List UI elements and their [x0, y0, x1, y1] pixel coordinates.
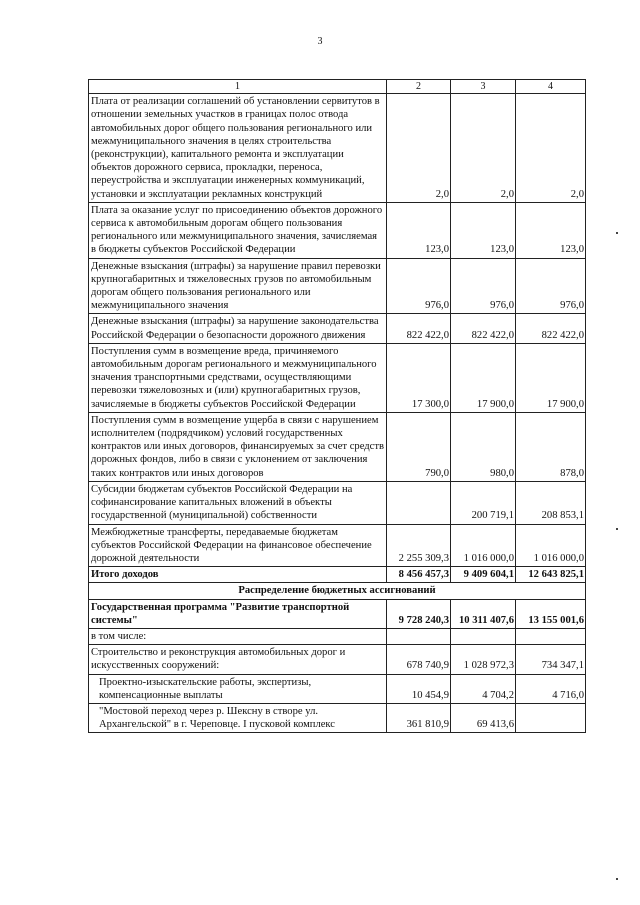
table-row	[89, 481, 586, 524]
value-2024	[387, 481, 451, 524]
program-row	[89, 599, 586, 628]
header-row	[89, 80, 586, 94]
construction-2026: 734 347,1	[516, 645, 586, 674]
design-2026: 4 716,0	[516, 674, 586, 703]
scan-mark	[616, 878, 618, 880]
value-2025: 200 719,1	[451, 481, 516, 524]
value-2025: 822 422,0	[451, 314, 516, 343]
value-2025: 976,0	[451, 258, 516, 314]
design-2024: 10 454,9	[387, 674, 451, 703]
bridge-label: "Мостовой переход через р. Шексну в створе ул. Архангельской" в г. Череповце. I пусковой комплекс	[89, 703, 387, 732]
value-2026: 17 900,0	[516, 343, 586, 412]
header-col-3: 3	[451, 80, 516, 94]
empty-cell	[516, 628, 586, 644]
empty-cell	[451, 628, 516, 644]
program-label: Государственная программа "Развитие транспортной системы"	[89, 599, 387, 628]
table-row	[89, 343, 586, 412]
total-row	[89, 567, 586, 583]
header-col-1: 1	[89, 80, 387, 94]
value-2026: 208 853,1	[516, 481, 586, 524]
row-label: Плата от реализации соглашений об установлении сервитутов в отношении земельных участков в границах полос отвода автомобильных дорог общего пользования регионального или межмуниципального значения в целях строительства (реконструкции), капитального ремонта и эксплуатации объектов дорожного сервиса, прокладки, переноса, переустройства и эксплуатации инженерных коммуникаций, установки и эксплуатации рекламных конструкций	[89, 94, 387, 203]
scan-mark	[616, 528, 618, 530]
row-label: Денежные взыскания (штрафы) за нарушение правил перевозки крупногабаритных и тяжеловесных грузов по автомобильным дорогам общего пользования регионального или межмуниципального значения	[89, 258, 387, 314]
row-label: Поступления сумм в возмещение вреда, причиняемого автомобильным дорогам регионального и межмуниципального значения транспортными средствами, осуществляющими перевозки тяжеловозных и (или) крупногабаритных грузов, зачисляемые в бюджеты субъектов Российской Федерации	[89, 343, 387, 412]
header-col-2: 2	[387, 80, 451, 94]
value-2025: 2,0	[451, 94, 516, 203]
design-label: Проектно-изыскательские работы, экспертизы, компенсационные выплаты	[89, 674, 387, 703]
including-label: в том числе:	[89, 628, 387, 644]
table-row	[89, 412, 586, 481]
total-2026: 12 643 825,1	[516, 567, 586, 583]
row-label: Субсидии бюджетам субъектов Российской Федерации на софинансирование капитальных вложений в объекты государственной (муниципальной) собственности	[89, 481, 387, 524]
value-2025: 1 016 000,0	[451, 524, 516, 567]
including-row	[89, 628, 586, 644]
row-label: Поступления сумм в возмещение ущерба в связи с нарушением исполнителем (подрядчиком) условий государственных контрактов или иных договоров, финансируемых за счет средств дорожных фондов, либо в связи с уклонением от заключения таких контрактов или иных договоров	[89, 412, 387, 481]
table-row	[89, 258, 586, 314]
budget-table	[88, 79, 586, 733]
value-2025: 980,0	[451, 412, 516, 481]
bridge-row	[89, 703, 586, 732]
empty-cell	[387, 628, 451, 644]
construction-row	[89, 645, 586, 674]
program-2026: 13 155 001,6	[516, 599, 586, 628]
value-2026: 976,0	[516, 258, 586, 314]
bridge-2024: 361 810,9	[387, 703, 451, 732]
row-label: Межбюджетные трансферты, передаваемые бюджетам субъектов Российской Федерации на финансовое обеспечение дорожной деятельности	[89, 524, 387, 567]
value-2026: 1 016 000,0	[516, 524, 586, 567]
value-2024: 2,0	[387, 94, 451, 203]
value-2025: 123,0	[451, 202, 516, 258]
bridge-2025: 69 413,6	[451, 703, 516, 732]
construction-label: Строительство и реконструкция автомобильных дорог и искусственных сооружений:	[89, 645, 387, 674]
value-2024: 976,0	[387, 258, 451, 314]
total-label: Итого доходов	[89, 567, 387, 583]
table-row	[89, 524, 586, 567]
value-2026: 123,0	[516, 202, 586, 258]
program-2025: 10 311 407,6	[451, 599, 516, 628]
bridge-2026	[516, 703, 586, 732]
construction-2024: 678 740,9	[387, 645, 451, 674]
row-label: Денежные взыскания (штрафы) за нарушение законодательства Российской Федерации о безопасности дорожного движения	[89, 314, 387, 343]
row-label: Плата за оказание услуг по присоединению объектов дорожного сервиса к автомобильным дорогам общего пользования регионального или межмуниципального значения, зачисляемая в бюджеты субъектов Российской Федерации	[89, 202, 387, 258]
total-2025: 9 409 604,1	[451, 567, 516, 583]
program-2024: 9 728 240,3	[387, 599, 451, 628]
value-2026: 2,0	[516, 94, 586, 203]
total-2024: 8 456 457,3	[387, 567, 451, 583]
value-2026: 822 422,0	[516, 314, 586, 343]
value-2024: 17 300,0	[387, 343, 451, 412]
page-number: 3	[317, 36, 323, 47]
design-row	[89, 674, 586, 703]
table-row	[89, 202, 586, 258]
value-2024: 822 422,0	[387, 314, 451, 343]
scan-mark	[616, 232, 618, 234]
value-2025: 17 900,0	[451, 343, 516, 412]
design-2025: 4 704,2	[451, 674, 516, 703]
construction-2025: 1 028 972,3	[451, 645, 516, 674]
value-2026: 878,0	[516, 412, 586, 481]
header-col-4: 4	[516, 80, 586, 94]
section-title: Распределение бюджетных ассигнований	[89, 583, 586, 599]
value-2024: 123,0	[387, 202, 451, 258]
table-row	[89, 314, 586, 343]
table-row	[89, 94, 586, 203]
section-row	[89, 583, 586, 599]
value-2024: 790,0	[387, 412, 451, 481]
value-2024: 2 255 309,3	[387, 524, 451, 567]
